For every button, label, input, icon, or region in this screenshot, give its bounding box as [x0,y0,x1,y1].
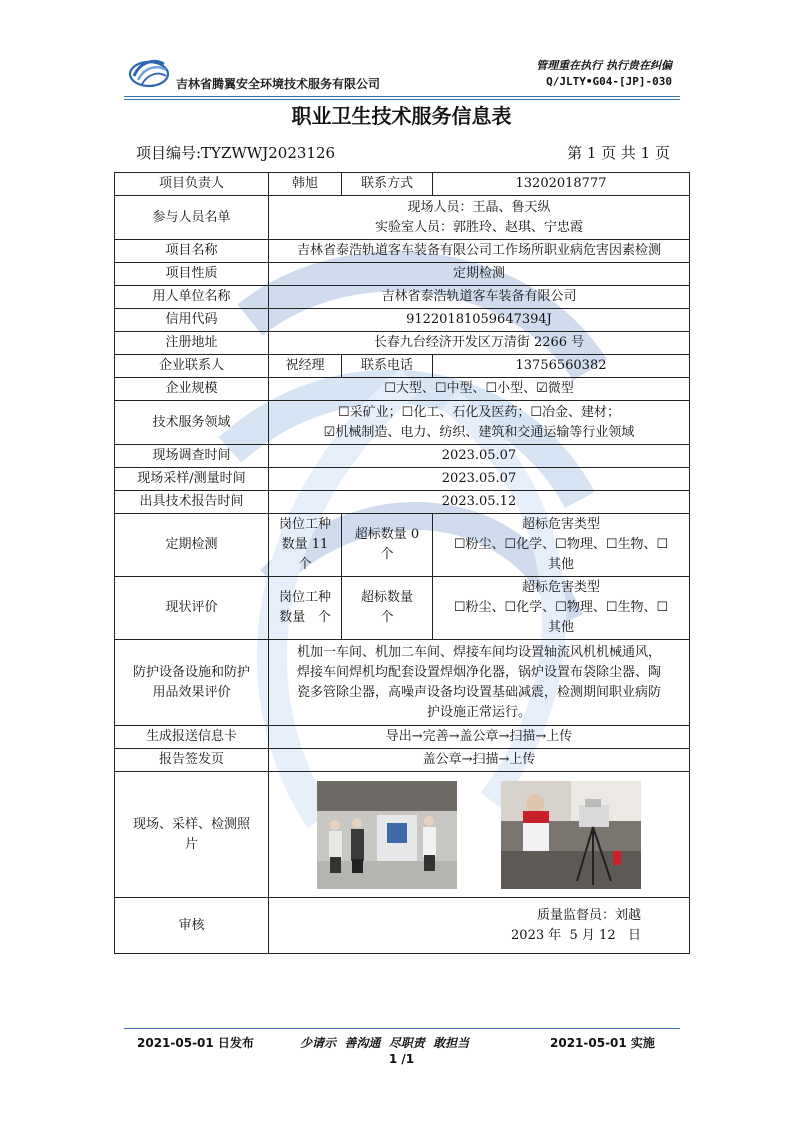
table-row [115,898,690,954]
text-line: 防护设备设施和防护 [132,664,250,680]
table-row [115,263,690,286]
page-info: 第 1 页 共 1 页 [567,144,670,162]
protection-value [269,640,690,726]
text-line: 数量 个 [279,610,331,625]
company-logo-icon [128,54,170,90]
photos-cell [269,772,690,898]
phone-label: 联系电话 [342,355,433,378]
text-line: 瓷多管除尘器，高噪声设备均设置基础减震，检测期间职业病防 [296,684,661,700]
table-row [115,401,690,445]
table-row [115,240,690,263]
table-row [115,355,690,378]
supervisor: 质量监督员：刘越 [536,907,641,923]
text-line: 岗位工种 [278,590,331,605]
address-value: 长春九台经济开发区万清街 2266 号 [269,332,690,355]
periodic-posts [269,514,342,577]
address-label: 注册地址 [115,332,269,355]
text-line: 超标危害类型 [521,517,600,532]
employer-label: 用人单位名称 [115,286,269,309]
field-staff: 现场人员：王晶、鲁天纵 [407,199,551,215]
issue-date: 2021-05-01 日发布 [137,1036,254,1050]
table-row [115,640,690,726]
status-exceed [342,577,433,640]
project-name-label: 项目名称 [115,240,269,263]
domain-value [269,401,690,445]
text-line: 其他 [547,620,574,635]
status-hazards [433,577,690,640]
text-line: 用品效果评价 [152,684,231,700]
info-card-value: 导出→完善→盖公章→扫描→上传 [269,726,690,749]
table-row [115,772,690,898]
review-label: 审核 [115,898,269,954]
domain-label: 技术服务领域 [115,401,269,445]
header-slogan: 管理重在执行 执行贵在纠偏 [536,59,672,72]
contact-value: 13202018777 [433,173,690,196]
employer-value: 吉林省泰浩轨道客车装备有限公司 [269,286,690,309]
info-card-label: 生成报送信息卡 [115,726,269,749]
site-photo-people [317,781,457,889]
report-sign-label: 报告签发页 [115,749,269,772]
text-line: 焊接车间焊机均配套设置焊烟净化器，锅炉设置布袋除尘器、陶 [296,664,661,680]
table-row [115,468,690,491]
text-line: 数量 11 [281,537,329,552]
sampling-time-label: 现场采样/测量时间 [115,468,269,491]
text-line: 超标数量 0 [354,527,420,542]
phone-value: 13756560382 [433,355,690,378]
text-line: 片 [184,836,198,852]
footer-motto: 少请示 善沟通 尽职责 敢担当 [300,1036,470,1050]
table-row [115,378,690,401]
company-name: 吉林省腾翼安全环境技术服务有限公司 [176,77,381,91]
project-name-value: 吉林省泰浩轨道客车装备有限公司工作场所职业病危害因素检测 [269,240,690,263]
leader-value: 韩旭 [269,173,342,196]
report-sign-value: 盖公章→扫描→上传 [269,749,690,772]
scale-label: 企业规模 [115,378,269,401]
report-time-value: 2023.05.12 [269,491,690,514]
footer-divider [124,1028,680,1029]
protection-label [115,640,269,726]
participants-label: 参与人员名单 [115,196,269,240]
enterprise-contact-label: 企业联系人 [115,355,269,378]
status-posts [269,577,342,640]
document-code: Q/JLTY•G04-[JP]-030 [546,75,672,88]
lab-staff: 实验室人员：郭胜玲、赵琪、宁忠霞 [374,219,583,235]
periodic-hazards [433,514,690,577]
domain-line: ☐采矿业；☐化工、石化及医药；☐冶金、建材； [338,404,620,420]
text-line: 护设施正常运行。 [426,704,531,720]
table-row [115,749,690,772]
periodic-label: 定期检测 [115,514,269,577]
scale-value: ☐大型、☐中型、☐小型、☑微型 [269,378,690,401]
participants-value [269,196,690,240]
text-line: ☐粉尘、☐化学、☐物理、☐生物、☐ [453,600,669,615]
sampling-time-value: 2023.05.07 [269,468,690,491]
text-line: 其他 [547,557,574,572]
site-photo-measurement [501,781,641,889]
table-row [115,196,690,240]
status-eval-label: 现状评价 [115,577,269,640]
table-row [115,173,690,196]
text-line: 岗位工种 [278,517,331,532]
effective-date: 2021-05-01 实施 [550,1036,655,1050]
table-row [115,445,690,468]
leader-label: 项目负责人 [115,173,269,196]
page-title: 职业卫生技术服务信息表 [291,104,512,128]
table-row [115,491,690,514]
project-nature-label: 项目性质 [115,263,269,286]
header-divider [124,96,680,97]
report-time-label: 出具技术报告时间 [115,491,269,514]
enterprise-contact-value: 祝经理 [269,355,342,378]
domain-line: ☑机械制造、电力、纺织、建筑和交通运输等行业领域 [323,424,635,440]
info-table [114,172,690,954]
text-line: 个 [298,557,312,572]
footer-page-number: 1 /1 [388,1052,415,1066]
table-row [115,286,690,309]
project-number: 项目编号:TYZWWJ2023126 [136,144,336,162]
survey-time-label: 现场调查时间 [115,445,269,468]
periodic-exceed [342,514,433,577]
table-row [115,309,690,332]
text-line: 个 [380,610,394,625]
credit-code-value: 91220181059647394J [269,309,690,332]
contact-label: 联系方式 [342,173,433,196]
table-row [115,332,690,355]
text-line: 个 [380,547,394,562]
table-row [115,726,690,749]
review-date: 2023 年 5 月 12 日 [511,927,641,943]
table-row [115,514,690,577]
page-header [120,52,680,98]
photos-label [115,772,269,898]
credit-code-label: 信用代码 [115,309,269,332]
text-line: ☐粉尘、☐化学、☐物理、☐生物、☐ [453,537,669,552]
text-line: 超标数量 [360,590,413,605]
text-line: 现场、采样、检测照 [132,816,250,832]
review-value [269,898,690,954]
text-line: 超标危害类型 [521,580,600,595]
text-line: 机加一车间、机加二车间、焊接车间均设置轴流风机机械通风， [296,644,661,660]
project-nature-value: 定期检测 [269,263,690,286]
table-row [115,577,690,640]
survey-time-value: 2023.05.07 [269,445,690,468]
